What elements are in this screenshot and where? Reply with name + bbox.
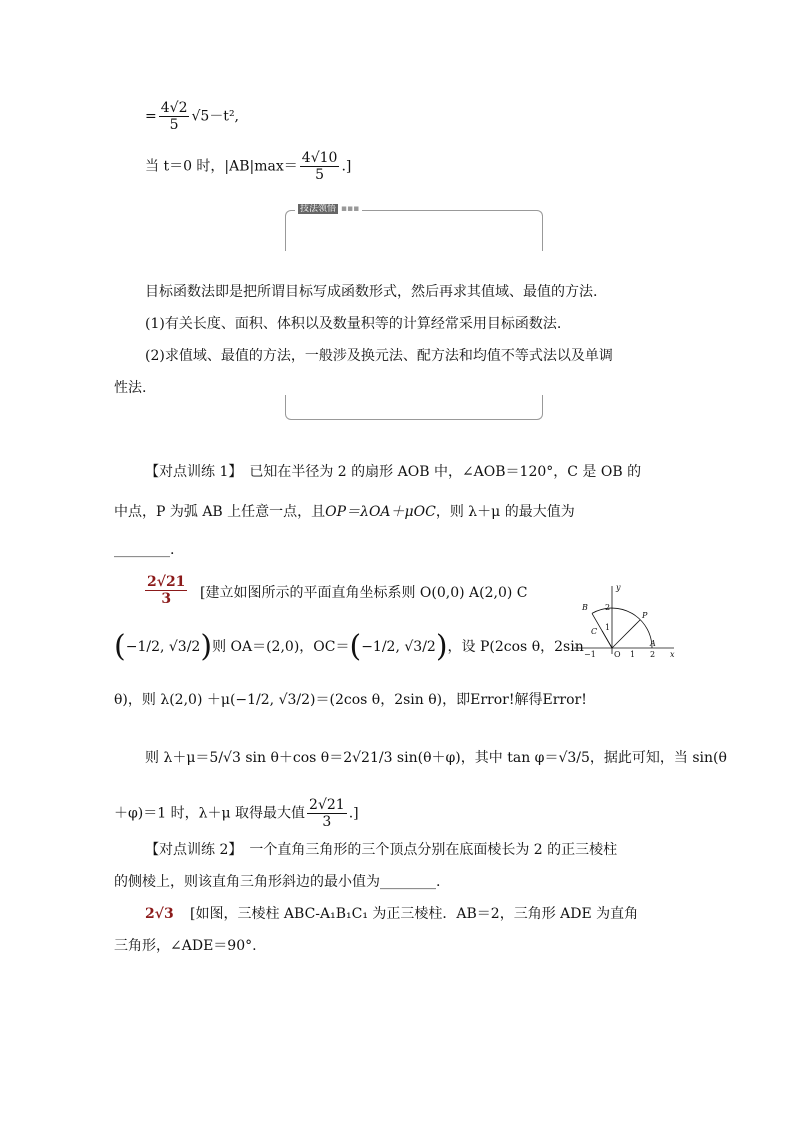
label-x: x <box>670 650 675 658</box>
fraction <box>300 150 340 183</box>
a1-answer <box>143 574 189 607</box>
method-p2: (1)有关长度、面积、体积以及数量积等的计算经常采用目标函数法. <box>145 316 562 332</box>
formula-suffix: .] <box>341 158 352 175</box>
a1-line2: (−1/2, √3/2)则 OA＝(2,0)，OC＝(−1/2, √3/2)，设 P(2cos θ，2sin <box>114 629 584 664</box>
a1-line3: θ)，则 λ(2,0) ＋μ(−1/2, √3/2)＝(2cos θ，2sin θ)，即Error!解得Error! <box>114 692 587 708</box>
a1-line5-text: ＋φ)＝1 时，λ＋μ 取得最大值 <box>114 805 306 822</box>
q2-line1: 【对点训练 2】 一个直角三角形的三个顶点分别在底面棱长为 2 的正三棱柱 <box>145 842 618 858</box>
sector-figure <box>570 578 680 658</box>
a1-point-c: −1/2, √3/2 <box>125 639 201 655</box>
q1-blank: ________. <box>114 542 175 558</box>
formula-tail: √5－t², <box>191 108 240 125</box>
label-neg1: −1 <box>584 650 596 658</box>
segment-op <box>612 620 640 648</box>
a2-line1: [如图，三棱柱 ABC-A₁B₁C₁ 为正三棱柱．AB＝2，三角形 ADE 为直角 <box>190 906 639 922</box>
method-p1: 目标函数法即是把所谓目标写成函数形式，然后再求其值域、最值的方法. <box>145 284 598 300</box>
method-p3b: 性法. <box>114 380 147 396</box>
formula-prefix: 当 t＝0 时，|AB|max＝ <box>145 158 298 175</box>
answer-denominator: 3 <box>161 591 172 607</box>
method-box-tag: 技法领悟 ▪▪▪ <box>295 203 362 215</box>
q1-line2-text: 中点，P 为弧 AB 上任意一点，且 <box>114 504 326 520</box>
fraction-numerator: 4√10 <box>301 150 338 166</box>
a1-max-denominator: 3 <box>322 814 332 830</box>
label-2y: 2 <box>605 603 611 612</box>
a1-line2-tail: ，设 P(2cos θ，2sin <box>447 639 584 655</box>
formula-line-1 <box>145 100 239 133</box>
label-A: A <box>650 639 656 648</box>
segment-oc <box>602 631 612 648</box>
method-box-bottom-bracket <box>285 395 543 420</box>
a2-answer: 2√3 <box>145 906 174 922</box>
q1-vector-equation: OP＝λOA＋μOC <box>325 504 436 520</box>
q1-line2 <box>114 502 575 522</box>
label-1x: 1 <box>630 650 636 658</box>
label-2x: 2 <box>650 650 656 658</box>
method-p3a: (2)求值域、最值的方法，一般涉及换元法、配方法和均值不等式法以及单调 <box>145 348 613 364</box>
label-C: C <box>591 627 598 636</box>
a1-oc-value: −1/2, √3/2 <box>361 639 436 655</box>
a1-max-numerator: 2√21 <box>309 797 345 813</box>
a1-line4: 则 λ＋μ＝5/√3 sin θ＋cos θ＝2√21/3 sin(θ＋φ)，其中 tan φ＝√3/5，据此可知，当 sin(θ <box>145 750 727 766</box>
q1-line1: 【对点训练 1】 已知在半径为 2 的扇形 AOB 中，∠AOB＝120°，C 是 OB 的 <box>145 464 642 480</box>
q2-line2: 的侧棱上，则该直角三角形斜边的最小值为________. <box>114 874 441 890</box>
a1-max-fraction <box>307 797 347 830</box>
label-y: y <box>616 583 621 592</box>
label-P: P <box>642 611 648 620</box>
formula-prefix: = <box>145 108 157 125</box>
q1-line2-tail: ，则 λ＋μ 的最大值为 <box>435 504 575 520</box>
label-O: O <box>614 650 621 658</box>
label-1y: 1 <box>605 623 611 632</box>
fraction <box>159 100 190 133</box>
method-tag-label: 技法领悟 <box>300 204 337 214</box>
a1-vectors: 则 OA＝(2,0)，OC＝ <box>212 639 350 655</box>
a2-line2: 三角形，∠ADE＝90°. <box>114 938 257 954</box>
label-B: B <box>582 603 588 612</box>
a1-line5 <box>114 797 359 830</box>
method-box-top-bracket <box>285 210 543 251</box>
fraction-denominator: 5 <box>315 167 325 183</box>
a1-line5-end: .] <box>348 805 359 822</box>
a1-line1: [建立如图所示的平面直角坐标系则 O(0,0) A(2,0) C <box>200 585 528 601</box>
answer-fraction <box>145 574 187 607</box>
fraction-numerator: 4√2 <box>160 100 188 116</box>
formula-line-2 <box>145 150 351 183</box>
answer-numerator: 2√21 <box>147 574 186 590</box>
fraction-denominator: 5 <box>169 117 179 133</box>
